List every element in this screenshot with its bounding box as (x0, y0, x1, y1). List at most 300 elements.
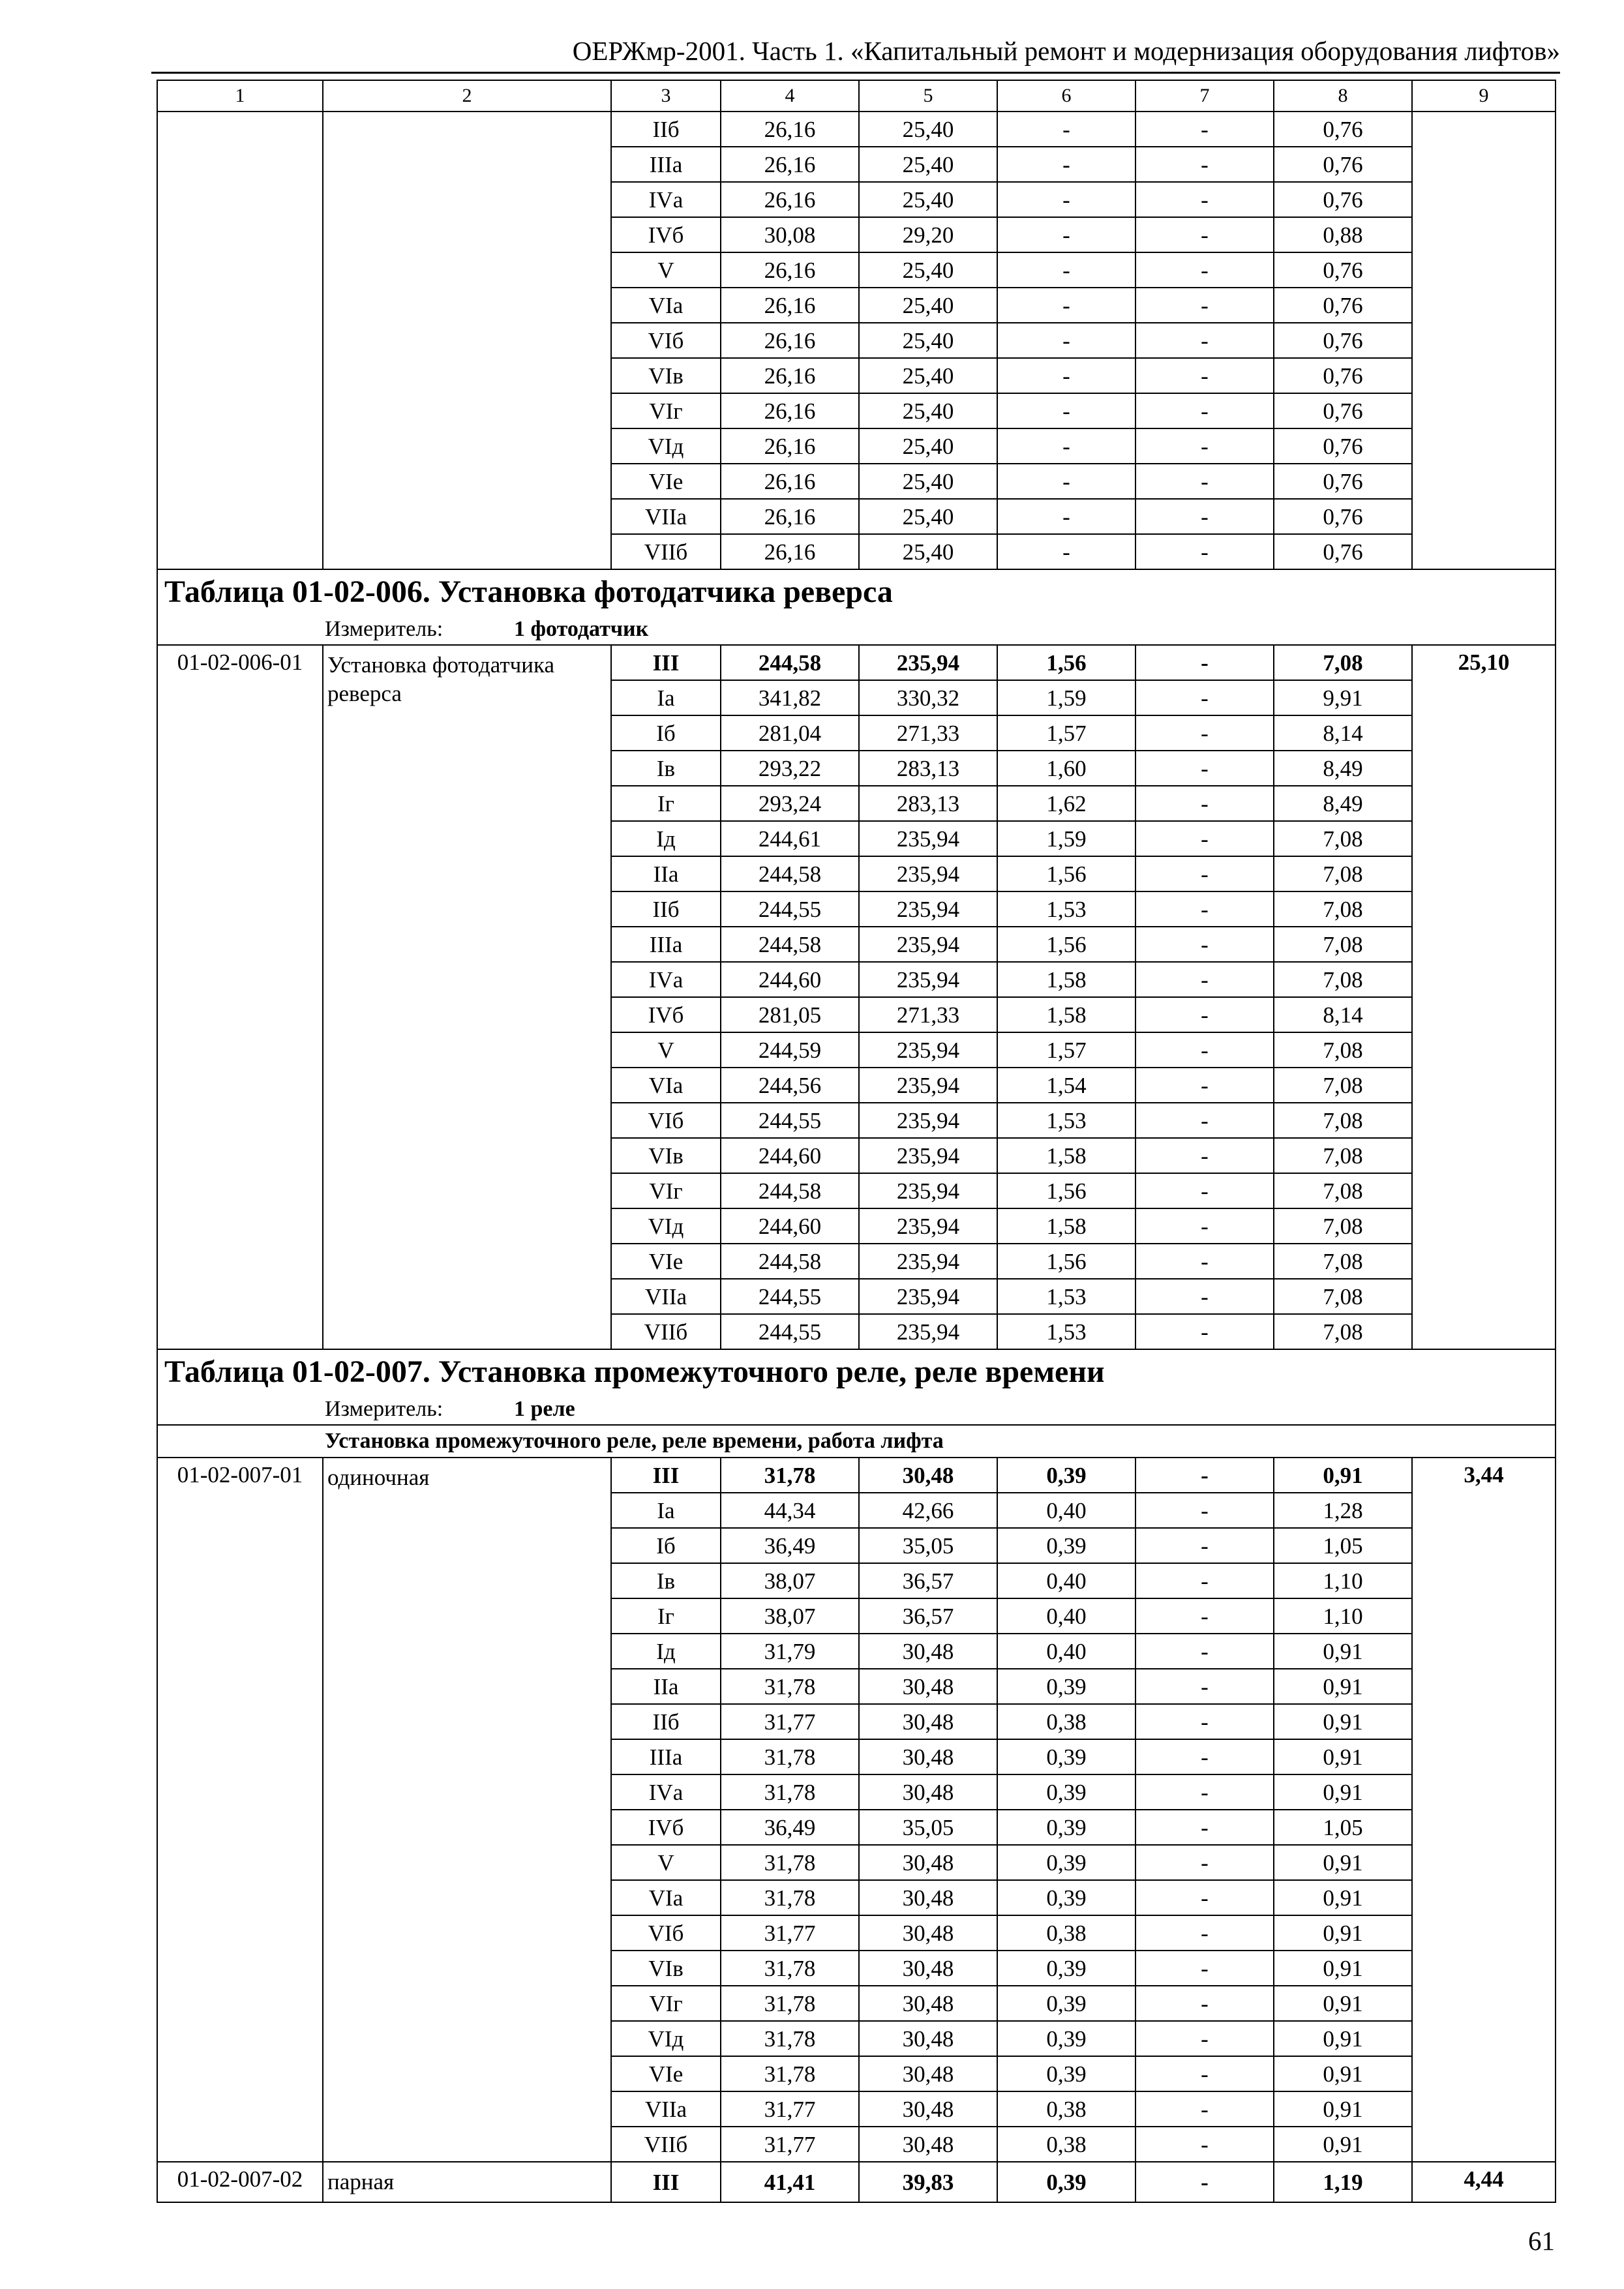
wages-cell: 39,83 (859, 2162, 997, 2202)
incl-wages-cell: - (1135, 358, 1274, 393)
class-cell: VIIб (611, 1314, 721, 1349)
column-number: 6 (997, 80, 1135, 112)
materials-cell: 0,76 (1274, 112, 1412, 147)
materials-cell: 8,49 (1274, 751, 1412, 786)
materials-cell: 0,91 (1274, 1458, 1412, 1493)
class-cell: VIб (611, 1103, 721, 1138)
wages-cell: 235,94 (859, 962, 997, 997)
incl-wages-cell: - (1135, 1704, 1274, 1739)
machine-cost-cell: 1,56 (997, 645, 1135, 680)
direct-cost-cell: 26,16 (721, 323, 859, 358)
direct-cost-cell: 244,55 (721, 1103, 859, 1138)
class-cell: IVа (611, 182, 721, 217)
materials-cell: 0,91 (1274, 2127, 1412, 2162)
wages-cell: 30,48 (859, 1669, 997, 1704)
materials-cell: 7,08 (1274, 1068, 1412, 1103)
direct-cost-cell: 26,16 (721, 428, 859, 464)
direct-cost-cell: 31,79 (721, 1634, 859, 1669)
incl-wages-cell: - (1135, 1138, 1274, 1173)
class-cell: Iа (611, 680, 721, 715)
machine-cost-cell: 0,38 (997, 2127, 1135, 2162)
machine-cost-cell: 0,40 (997, 1563, 1135, 1598)
class-cell: IIб (611, 112, 721, 147)
incl-wages-cell: - (1135, 1774, 1274, 1810)
rate-code: 01-02-007-01 (157, 1458, 323, 2162)
wages-cell: 30,48 (859, 1845, 997, 1880)
measure-label: Измеритель: (325, 1397, 444, 1421)
class-cell: VIа (611, 1068, 721, 1103)
wages-cell: 35,05 (859, 1810, 997, 1845)
class-cell: VIг (611, 1173, 721, 1208)
direct-cost-cell: 244,56 (721, 1068, 859, 1103)
wages-cell: 235,94 (859, 645, 997, 680)
wages-cell: 36,57 (859, 1598, 997, 1634)
direct-cost-cell: 36,49 (721, 1810, 859, 1845)
materials-cell: 8,14 (1274, 997, 1412, 1032)
page-number: 61 (1528, 2226, 1555, 2256)
materials-cell: 0,76 (1274, 393, 1412, 428)
direct-cost-cell: 31,78 (721, 1774, 859, 1810)
machine-cost-cell: 0,39 (997, 1951, 1135, 1986)
direct-cost-cell: 26,16 (721, 182, 859, 217)
materials-cell: 7,08 (1274, 1314, 1412, 1349)
class-cell: VIв (611, 358, 721, 393)
wages-cell: 235,94 (859, 1068, 997, 1103)
wages-cell: 235,94 (859, 1314, 997, 1349)
wages-cell: 30,48 (859, 1634, 997, 1669)
incl-wages-cell: - (1135, 2162, 1274, 2202)
rates-table (157, 80, 1556, 2203)
materials-cell: 0,91 (1274, 1845, 1412, 1880)
materials-cell: 0,76 (1274, 499, 1412, 534)
wages-cell: 29,20 (859, 217, 997, 252)
wages-cell: 30,48 (859, 1458, 997, 1493)
total-cell: 3,44 (1412, 1458, 1556, 2162)
machine-cost-cell: 0,39 (997, 2056, 1135, 2091)
wages-cell: 235,94 (859, 1244, 997, 1279)
header-rule (151, 72, 1560, 74)
materials-cell: 7,08 (1274, 1244, 1412, 1279)
incl-wages-cell: - (1135, 786, 1274, 821)
column-number: 4 (721, 80, 859, 112)
wages-cell: 30,48 (859, 1915, 997, 1951)
machine-cost-cell: 1,56 (997, 856, 1135, 891)
class-cell: V (611, 252, 721, 288)
class-cell: VIа (611, 288, 721, 323)
materials-cell: 0,91 (1274, 1634, 1412, 1669)
materials-cell: 0,76 (1274, 288, 1412, 323)
materials-cell: 0,76 (1274, 252, 1412, 288)
wages-cell: 25,40 (859, 499, 997, 534)
subheading: Установка промежуточного реле, реле времени, работа лифта (157, 1425, 1556, 1458)
measure-value: 1 реле (514, 1397, 575, 1421)
materials-cell: 0,91 (1274, 1739, 1412, 1774)
machine-cost-cell: 0,39 (997, 1669, 1135, 1704)
direct-cost-cell: 31,78 (721, 2056, 859, 2091)
materials-cell: 7,08 (1274, 856, 1412, 891)
materials-cell: 1,10 (1274, 1598, 1412, 1634)
machine-cost-cell: 1,54 (997, 1068, 1135, 1103)
incl-wages-cell: - (1135, 1669, 1274, 1704)
wages-cell: 25,40 (859, 112, 997, 147)
class-cell: VIд (611, 1208, 721, 1244)
machine-cost-cell: 1,56 (997, 927, 1135, 962)
total-cell: 25,10 (1412, 645, 1556, 1349)
machine-cost-cell: 1,59 (997, 680, 1135, 715)
machine-cost-cell: 0,39 (997, 1880, 1135, 1915)
wages-cell: 25,40 (859, 393, 997, 428)
incl-wages-cell: - (1135, 680, 1274, 715)
machine-cost-cell: 1,53 (997, 1314, 1135, 1349)
materials-cell: 7,08 (1274, 891, 1412, 927)
wages-cell: 25,40 (859, 323, 997, 358)
direct-cost-cell: 31,77 (721, 1915, 859, 1951)
class-cell: VIIа (611, 1279, 721, 1314)
direct-cost-cell: 31,78 (721, 1458, 859, 1493)
class-cell: IVа (611, 962, 721, 997)
machine-cost-cell: - (997, 112, 1135, 147)
incl-wages-cell: - (1135, 182, 1274, 217)
wages-cell: 235,94 (859, 927, 997, 962)
measure-row (157, 614, 1556, 645)
class-cell: VIв (611, 1138, 721, 1173)
incl-wages-cell: - (1135, 147, 1274, 182)
machine-cost-cell: 1,53 (997, 1103, 1135, 1138)
class-cell: III (611, 1458, 721, 1493)
incl-wages-cell: - (1135, 645, 1274, 680)
class-cell: VIе (611, 1244, 721, 1279)
wages-cell: 30,48 (859, 2056, 997, 2091)
direct-cost-cell: 281,05 (721, 997, 859, 1032)
materials-cell: 0,76 (1274, 534, 1412, 569)
machine-cost-cell: 0,38 (997, 1915, 1135, 1951)
wages-cell: 235,94 (859, 1208, 997, 1244)
machine-cost-cell: 1,56 (997, 1244, 1135, 1279)
machine-cost-cell: 0,38 (997, 1704, 1135, 1739)
wages-cell: 235,94 (859, 1103, 997, 1138)
materials-cell: 0,91 (1274, 1880, 1412, 1915)
wages-cell: 30,48 (859, 1880, 997, 1915)
direct-cost-cell: 38,07 (721, 1563, 859, 1598)
column-number: 3 (611, 80, 721, 112)
materials-cell: 0,76 (1274, 358, 1412, 393)
incl-wages-cell: - (1135, 891, 1274, 927)
machine-cost-cell: - (997, 217, 1135, 252)
incl-wages-cell: - (1135, 1986, 1274, 2021)
wages-cell: 30,48 (859, 1704, 997, 1739)
class-cell: VIа (611, 1880, 721, 1915)
materials-cell: 0,91 (1274, 2091, 1412, 2127)
machine-cost-cell: 0,39 (997, 1774, 1135, 1810)
direct-cost-cell: 244,58 (721, 1173, 859, 1208)
materials-cell: 9,91 (1274, 680, 1412, 715)
class-cell: Iд (611, 821, 721, 856)
wages-cell: 25,40 (859, 358, 997, 393)
materials-cell: 7,08 (1274, 1173, 1412, 1208)
incl-wages-cell: - (1135, 1103, 1274, 1138)
materials-cell: 7,08 (1274, 1032, 1412, 1068)
materials-cell: 7,08 (1274, 1138, 1412, 1173)
incl-wages-cell: - (1135, 1739, 1274, 1774)
direct-cost-cell: 244,55 (721, 891, 859, 927)
incl-wages-cell: - (1135, 217, 1274, 252)
wages-cell: 25,40 (859, 428, 997, 464)
class-cell: V (611, 1032, 721, 1068)
materials-cell: 0,91 (1274, 1669, 1412, 1704)
class-cell: IVб (611, 1810, 721, 1845)
direct-cost-cell: 30,08 (721, 217, 859, 252)
materials-cell: 8,49 (1274, 786, 1412, 821)
table-row (157, 2162, 1556, 2202)
materials-cell: 7,08 (1274, 1208, 1412, 1244)
wages-cell: 283,13 (859, 751, 997, 786)
class-cell: Iб (611, 715, 721, 751)
direct-cost-cell: 244,59 (721, 1032, 859, 1068)
machine-cost-cell: 1,57 (997, 715, 1135, 751)
class-cell: IIб (611, 1704, 721, 1739)
rate-code: 01-02-006-01 (157, 645, 323, 1349)
measure-row (157, 1394, 1556, 1425)
direct-cost-cell: 244,55 (721, 1279, 859, 1314)
class-cell: IIа (611, 856, 721, 891)
subheading-row (157, 1425, 1556, 1458)
direct-cost-cell: 244,60 (721, 962, 859, 997)
incl-wages-cell: - (1135, 1208, 1274, 1244)
machine-cost-cell: - (997, 499, 1135, 534)
class-cell: IIб (611, 891, 721, 927)
class-cell: VIIа (611, 2091, 721, 2127)
incl-wages-cell: - (1135, 821, 1274, 856)
table-row (157, 1458, 1556, 1493)
class-cell: VIIа (611, 499, 721, 534)
direct-cost-cell: 31,78 (721, 2021, 859, 2056)
measure-label: Измеритель: (325, 617, 444, 641)
materials-cell: 1,05 (1274, 1810, 1412, 1845)
direct-cost-cell: 41,41 (721, 2162, 859, 2202)
incl-wages-cell: - (1135, 1032, 1274, 1068)
materials-cell: 0,91 (1274, 1986, 1412, 2021)
direct-cost-cell: 26,16 (721, 534, 859, 569)
wages-cell: 30,48 (859, 1951, 997, 1986)
machine-cost-cell: 0,39 (997, 1810, 1135, 1845)
direct-cost-cell: 341,82 (721, 680, 859, 715)
machine-cost-cell: - (997, 428, 1135, 464)
machine-cost-cell: - (997, 147, 1135, 182)
wages-cell: 42,66 (859, 1493, 997, 1528)
direct-cost-cell: 26,16 (721, 147, 859, 182)
wages-cell: 235,94 (859, 821, 997, 856)
materials-cell: 7,08 (1274, 821, 1412, 856)
wages-cell: 25,40 (859, 147, 997, 182)
direct-cost-cell: 244,58 (721, 927, 859, 962)
direct-cost-cell: 244,55 (721, 1314, 859, 1349)
machine-cost-cell: 1,59 (997, 821, 1135, 856)
incl-wages-cell: - (1135, 1528, 1274, 1563)
class-cell: Iд (611, 1634, 721, 1669)
wages-cell: 30,48 (859, 1739, 997, 1774)
incl-wages-cell: - (1135, 1598, 1274, 1634)
rate-code: 01-02-007-02 (157, 2162, 323, 2202)
class-cell: Iб (611, 1528, 721, 1563)
table-row (157, 112, 1556, 147)
wages-cell: 235,94 (859, 891, 997, 927)
class-cell: V (611, 1845, 721, 1880)
column-number: 8 (1274, 80, 1412, 112)
materials-cell: 1,19 (1274, 2162, 1412, 2202)
machine-cost-cell: 1,57 (997, 1032, 1135, 1068)
machine-cost-cell: - (997, 534, 1135, 569)
machine-cost-cell: 1,58 (997, 997, 1135, 1032)
class-cell: III (611, 2162, 721, 2202)
direct-cost-cell: 31,77 (721, 1704, 859, 1739)
section-title: Таблица 01-02-006. Установка фотодатчика реверса (157, 569, 1556, 614)
class-cell: Iв (611, 751, 721, 786)
class-cell: VIв (611, 1951, 721, 1986)
wages-cell: 235,94 (859, 1279, 997, 1314)
wages-cell: 30,48 (859, 1774, 997, 1810)
total-cell (1412, 112, 1556, 569)
direct-cost-cell: 26,16 (721, 464, 859, 499)
incl-wages-cell: - (1135, 2021, 1274, 2056)
wages-cell: 25,40 (859, 182, 997, 217)
incl-wages-cell: - (1135, 1458, 1274, 1493)
column-number: 2 (323, 80, 611, 112)
direct-cost-cell: 31,77 (721, 2091, 859, 2127)
materials-cell: 8,14 (1274, 715, 1412, 751)
wages-cell: 271,33 (859, 715, 997, 751)
materials-cell: 0,76 (1274, 464, 1412, 499)
incl-wages-cell: - (1135, 1951, 1274, 1986)
materials-cell: 0,76 (1274, 182, 1412, 217)
incl-wages-cell: - (1135, 997, 1274, 1032)
measure-cell (157, 614, 1556, 645)
machine-cost-cell: 0,39 (997, 1458, 1135, 1493)
column-numbers-row (157, 80, 1556, 112)
materials-cell: 7,08 (1274, 1103, 1412, 1138)
measure-value: 1 фотодатчик (514, 617, 649, 641)
incl-wages-cell: - (1135, 1493, 1274, 1528)
wages-cell: 330,32 (859, 680, 997, 715)
incl-wages-cell: - (1135, 464, 1274, 499)
class-cell: VIг (611, 393, 721, 428)
incl-wages-cell: - (1135, 927, 1274, 962)
direct-cost-cell: 293,22 (721, 751, 859, 786)
machine-cost-cell: - (997, 464, 1135, 499)
machine-cost-cell: 1,53 (997, 891, 1135, 927)
class-cell: Iв (611, 1563, 721, 1598)
wages-cell: 235,94 (859, 856, 997, 891)
description-cell (323, 112, 611, 569)
machine-cost-cell: 0,39 (997, 1528, 1135, 1563)
measure-cell (157, 1394, 1556, 1425)
class-cell: VIе (611, 464, 721, 499)
direct-cost-cell: 26,16 (721, 252, 859, 288)
machine-cost-cell: 0,39 (997, 1845, 1135, 1880)
section-title: Таблица 01-02-007. Установка промежуточного реле, реле времени (157, 1349, 1556, 1394)
direct-cost-cell: 26,16 (721, 393, 859, 428)
incl-wages-cell: - (1135, 1314, 1274, 1349)
machine-cost-cell: - (997, 393, 1135, 428)
wages-cell: 30,48 (859, 2091, 997, 2127)
machine-cost-cell: 0,39 (997, 2021, 1135, 2056)
incl-wages-cell: - (1135, 856, 1274, 891)
wages-cell: 35,05 (859, 1528, 997, 1563)
incl-wages-cell: - (1135, 1845, 1274, 1880)
class-cell: IIIа (611, 927, 721, 962)
machine-cost-cell: - (997, 323, 1135, 358)
direct-cost-cell: 31,78 (721, 1845, 859, 1880)
direct-cost-cell: 26,16 (721, 112, 859, 147)
wages-cell: 235,94 (859, 1138, 997, 1173)
class-cell: VIд (611, 428, 721, 464)
rate-description: парная (323, 2162, 611, 2202)
incl-wages-cell: - (1135, 1244, 1274, 1279)
incl-wages-cell: - (1135, 2091, 1274, 2127)
wages-cell: 25,40 (859, 534, 997, 569)
incl-wages-cell: - (1135, 1634, 1274, 1669)
class-cell: VIе (611, 2056, 721, 2091)
materials-cell: 0,91 (1274, 1704, 1412, 1739)
machine-cost-cell: - (997, 288, 1135, 323)
direct-cost-cell: 26,16 (721, 288, 859, 323)
wages-cell: 30,48 (859, 2127, 997, 2162)
direct-cost-cell: 244,60 (721, 1138, 859, 1173)
machine-cost-cell: - (997, 182, 1135, 217)
direct-cost-cell: 26,16 (721, 358, 859, 393)
materials-cell: 0,88 (1274, 217, 1412, 252)
column-number: 5 (859, 80, 997, 112)
incl-wages-cell: - (1135, 1563, 1274, 1598)
class-cell: IVа (611, 1774, 721, 1810)
wages-cell: 30,48 (859, 1986, 997, 2021)
class-cell: VIIб (611, 2127, 721, 2162)
incl-wages-cell: - (1135, 1068, 1274, 1103)
machine-cost-cell: 0,39 (997, 1739, 1135, 1774)
materials-cell: 7,08 (1274, 927, 1412, 962)
materials-cell: 1,05 (1274, 1528, 1412, 1563)
materials-cell: 7,08 (1274, 1279, 1412, 1314)
direct-cost-cell: 244,58 (721, 645, 859, 680)
class-cell: Iг (611, 1598, 721, 1634)
wages-cell: 25,40 (859, 252, 997, 288)
section-title-row (157, 1349, 1556, 1394)
wages-cell: 271,33 (859, 997, 997, 1032)
direct-cost-cell: 31,77 (721, 2127, 859, 2162)
class-cell: VIд (611, 2021, 721, 2056)
incl-wages-cell: - (1135, 962, 1274, 997)
direct-cost-cell: 31,78 (721, 1986, 859, 2021)
direct-cost-cell: 31,78 (721, 1880, 859, 1915)
rate-description: одиночная (323, 1458, 611, 2162)
wages-cell: 36,57 (859, 1563, 997, 1598)
machine-cost-cell: 1,62 (997, 786, 1135, 821)
class-cell: III (611, 645, 721, 680)
direct-cost-cell: 244,58 (721, 856, 859, 891)
incl-wages-cell: - (1135, 323, 1274, 358)
incl-wages-cell: - (1135, 1279, 1274, 1314)
incl-wages-cell: - (1135, 534, 1274, 569)
materials-cell: 0,91 (1274, 2056, 1412, 2091)
direct-cost-cell: 31,78 (721, 1951, 859, 1986)
class-cell: VIб (611, 1915, 721, 1951)
incl-wages-cell: - (1135, 715, 1274, 751)
materials-cell: 0,91 (1274, 1951, 1412, 1986)
class-cell: VIг (611, 1986, 721, 2021)
incl-wages-cell: - (1135, 1915, 1274, 1951)
class-cell: VIб (611, 323, 721, 358)
code-cell (157, 112, 323, 569)
incl-wages-cell: - (1135, 2127, 1274, 2162)
